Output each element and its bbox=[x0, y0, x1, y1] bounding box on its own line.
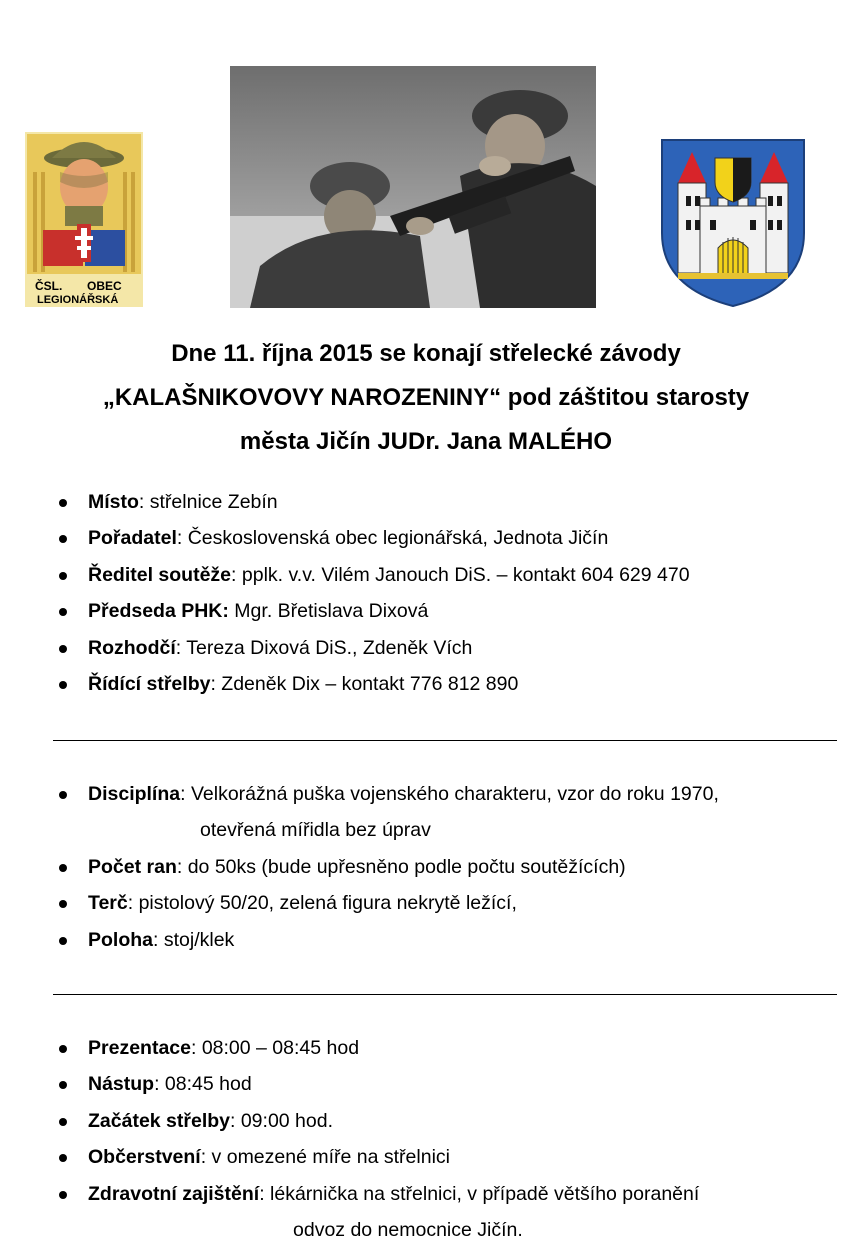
bullet-icon bbox=[59, 1191, 67, 1199]
info-item bbox=[0, 593, 852, 629]
bullet-icon bbox=[59, 1154, 67, 1162]
info-item bbox=[0, 885, 852, 921]
info-label: Ředitel soutěže bbox=[88, 563, 232, 586]
info-value: : 08:00 – 08:45 hod bbox=[190, 1037, 360, 1059]
info-label: Řídící střelby bbox=[88, 673, 211, 696]
info-item bbox=[0, 557, 852, 593]
info-label: Nástup bbox=[88, 1073, 155, 1096]
title-line-1: Dne 11. října 2015 se konají střelecké závody bbox=[171, 340, 681, 367]
info-value: : Československá obec legionářská, Jednota Jičín bbox=[176, 527, 609, 550]
section-divider bbox=[53, 740, 837, 741]
discipline-info-list bbox=[0, 776, 852, 958]
info-value: : střelnice Zebín bbox=[138, 491, 278, 513]
info-label: Terč bbox=[88, 892, 128, 915]
info-label: Zdravotní zajištění bbox=[88, 1182, 260, 1205]
info-label: Občerstvení bbox=[88, 1146, 201, 1169]
info-item bbox=[0, 922, 852, 958]
legionnaire-association-logo bbox=[25, 132, 143, 307]
info-value: : pplk. v.v. Vilém Janouch DiS. – kontakt 604 629 470 bbox=[231, 563, 690, 586]
info-value: : 08:45 hod bbox=[154, 1073, 252, 1096]
bullet-icon bbox=[59, 535, 67, 543]
info-label: Předseda PHK: bbox=[88, 600, 229, 623]
info-value: : stoj/klek bbox=[153, 928, 235, 951]
bullet-icon bbox=[59, 1045, 67, 1053]
info-label: Prezentace bbox=[88, 1037, 191, 1059]
event-title bbox=[20, 332, 832, 464]
info-value: Mgr. Břetislava Dixová bbox=[228, 600, 429, 623]
title-line-3: města Jičín JUDr. Jana MALÉHO bbox=[239, 428, 613, 455]
title-line-2: „KALAŠNIKOVOVY NAROZENINY“ pod záštitou starosty bbox=[102, 384, 750, 411]
info-item bbox=[0, 849, 852, 885]
bullet-icon bbox=[59, 900, 67, 908]
info-label: Počet ran bbox=[88, 855, 177, 878]
organization-info-list bbox=[0, 484, 852, 702]
info-item bbox=[0, 666, 852, 702]
city-coat-of-arms bbox=[660, 138, 806, 308]
bullet-icon bbox=[59, 1081, 67, 1089]
info-value-continuation: odvoz do nemocnice Jičín. bbox=[293, 1219, 523, 1242]
bullet-icon bbox=[59, 791, 67, 799]
info-label: Poloha bbox=[88, 928, 154, 951]
info-label: Pořadatel bbox=[88, 527, 177, 550]
bullet-icon bbox=[59, 864, 67, 872]
bullet-icon bbox=[59, 608, 67, 616]
info-value: : Velkorážná puška vojenského charakteru, vzor do roku 1970, bbox=[180, 783, 719, 805]
logo-text-csl: ČSL. bbox=[35, 279, 63, 293]
bullet-icon bbox=[59, 572, 67, 580]
bullet-icon bbox=[59, 1118, 67, 1126]
info-value: : do 50ks (bude upřesněno podle počtu soutěžících) bbox=[176, 855, 626, 878]
info-label: Začátek střelby bbox=[88, 1109, 230, 1132]
info-item bbox=[0, 1030, 852, 1066]
bullet-icon bbox=[59, 937, 67, 945]
info-label: Disciplína bbox=[88, 783, 181, 805]
info-value-continuation: otevřená mířidla bez úprav bbox=[200, 819, 431, 842]
info-item bbox=[0, 520, 852, 556]
info-value: : Tereza Dixová DiS., Zdeněk Vích bbox=[175, 636, 473, 659]
info-label: Místo bbox=[88, 491, 139, 513]
info-value: : pistolový 50/20, zelená figura nekrytě ležící, bbox=[127, 892, 517, 915]
info-item bbox=[0, 1103, 852, 1139]
info-item bbox=[0, 630, 852, 666]
info-item bbox=[0, 1066, 852, 1102]
info-value: : 09:00 hod. bbox=[230, 1109, 334, 1132]
info-item bbox=[0, 1139, 852, 1175]
info-item bbox=[0, 1176, 852, 1248]
info-label: Rozhodčí bbox=[88, 636, 176, 659]
info-value: : v omezené míře na střelnici bbox=[200, 1146, 450, 1169]
logo-text-obec: OBEC bbox=[87, 279, 122, 293]
bullet-icon bbox=[59, 681, 67, 689]
info-item bbox=[0, 776, 852, 849]
bullet-icon bbox=[59, 645, 67, 653]
info-item bbox=[0, 484, 852, 520]
logo-text-legionarska: LEGIONÁŘSKÁ bbox=[37, 294, 119, 306]
schedule-info-list bbox=[0, 1030, 852, 1248]
section-divider bbox=[53, 994, 837, 995]
info-value: : lékárnička na střelnici, v případě většího poranění bbox=[259, 1182, 700, 1205]
info-value: : Zdeněk Dix – kontakt 776 812 890 bbox=[210, 673, 519, 696]
soldiers-photo bbox=[230, 66, 596, 308]
bullet-icon bbox=[59, 499, 67, 507]
